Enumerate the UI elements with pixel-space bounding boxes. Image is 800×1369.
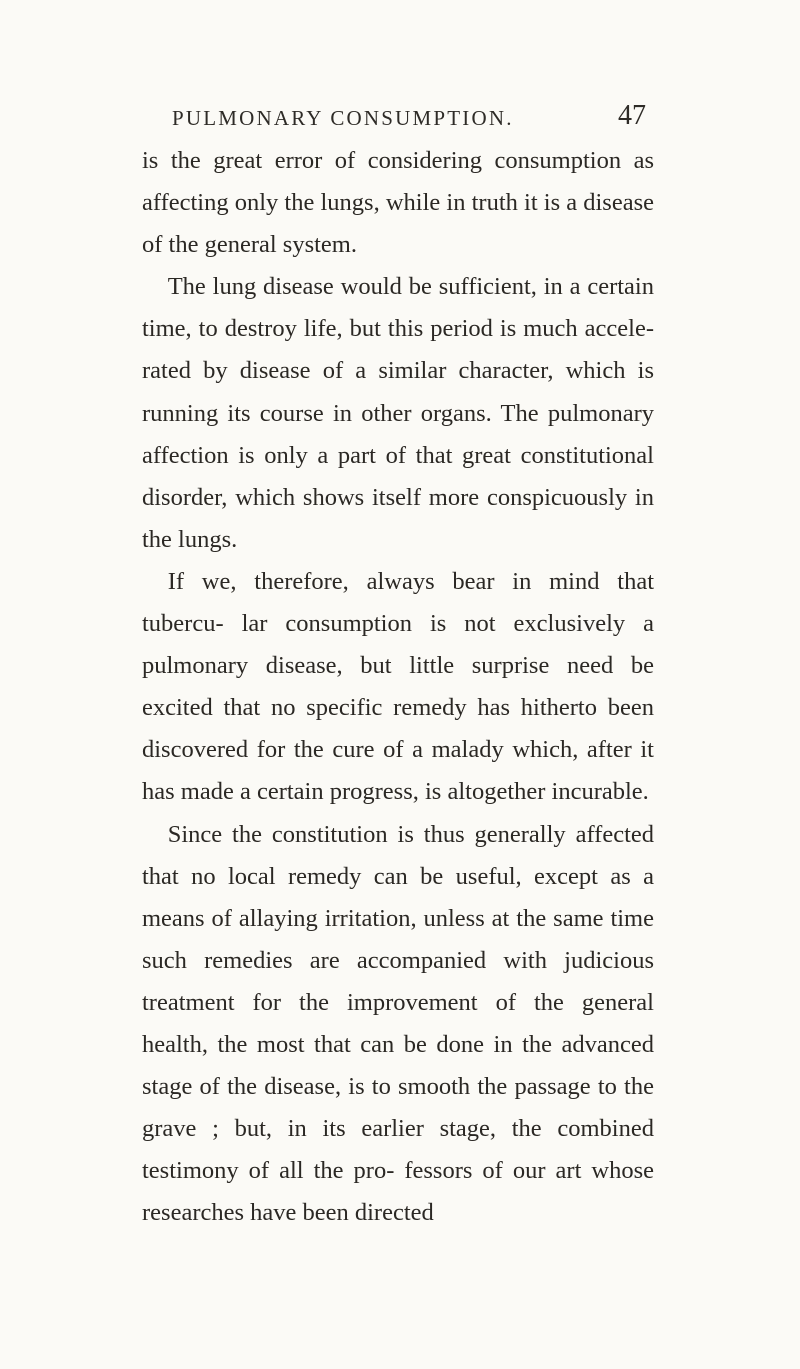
paragraph-4: Since the constitution is thus generally affected that no local remedy can be useful, except as a means of allaying irritation, unless at the same time such remedies are accompanied with judicious treatment for the improvement of the general health, the most that can be done in the advanced stage of the disease, is to smooth the passage to the grave ; but, in its earlier stage, the combined testimony of all the pro- fessors of our art whose researches have been directed	[142, 820, 654, 1227]
paragraph-1: is the great error of considering consumption as affecting only the lungs, while in truth it is a disease of the general system.	[142, 147, 654, 259]
body-text	[142, 140, 654, 1234]
running-head: PULMONARY CONSUMPTION.	[172, 106, 514, 130]
paragraph-3: If we, therefore, always bear in mind that tubercu- lar consumption is not exclusively a pulmonary disease, but little surprise need be excited that no specific remedy has hitherto been discovered for the cure of a malady which, after it has made a certain progress, is altogether incurable.	[142, 567, 654, 806]
page-number: 47	[618, 100, 646, 131]
paragraph-2: The lung disease would be sufficient, in a certain time, to destroy life, but this period is much accele- rated by disease of a similar character, which is running its course in other organs. The pulmonary affection is only a part of that great constitutional disorder, which shows itself more conspicuously in the lungs.	[142, 273, 654, 553]
